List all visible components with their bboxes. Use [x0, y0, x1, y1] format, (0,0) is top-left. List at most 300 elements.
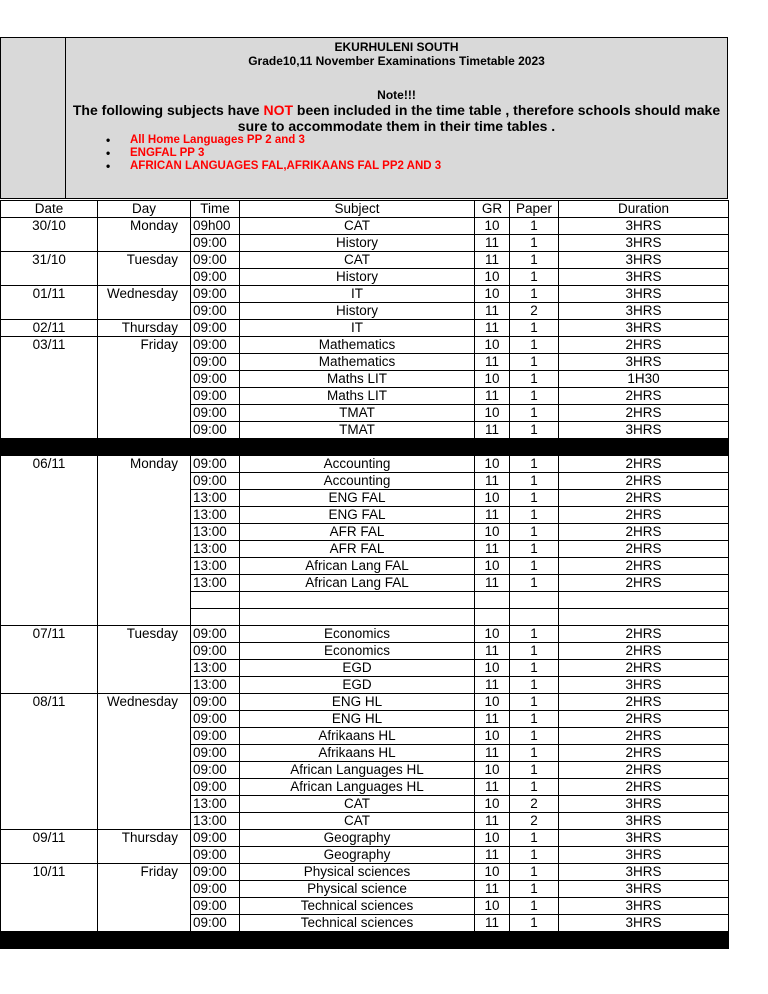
cell-day	[98, 677, 191, 694]
cell-time: 13:00	[191, 796, 240, 813]
cell-duration: 2HRS	[559, 541, 729, 558]
cell-date	[1, 405, 98, 422]
table-row	[1, 337, 729, 354]
cell-time: 09:00	[191, 269, 240, 286]
cell-day	[98, 660, 191, 677]
cell-gr: 10	[475, 626, 510, 643]
table-row	[1, 422, 729, 439]
separator-cell	[98, 932, 191, 949]
cell-subject: TMAT	[240, 422, 475, 439]
cell-gr: 10	[475, 405, 510, 422]
cell-time: 09:00	[191, 320, 240, 337]
cell-paper: 1	[510, 898, 559, 915]
cell-day	[98, 490, 191, 507]
cell-day	[98, 524, 191, 541]
table-blank-row	[1, 592, 729, 609]
cell-subject: Mathematics	[240, 337, 475, 354]
table-row	[1, 847, 729, 864]
cell-date	[1, 779, 98, 796]
cell-time: 09:00	[191, 252, 240, 269]
cell-gr: 10	[475, 796, 510, 813]
cell-subject: CAT	[240, 813, 475, 830]
cell-date	[1, 643, 98, 660]
cell-time: 09:00	[191, 881, 240, 898]
cell-subject: History	[240, 235, 475, 252]
cell-subject: African Lang FAL	[240, 575, 475, 592]
cell-subject: AFR FAL	[240, 541, 475, 558]
cell-date: 06/11	[1, 456, 98, 473]
col-header-time: Time	[191, 201, 240, 218]
cell-day	[98, 371, 191, 388]
cell-subject: Geography	[240, 847, 475, 864]
cell-duration: 3HRS	[559, 320, 729, 337]
cell-date: 03/11	[1, 337, 98, 354]
cell-gr: 10	[475, 694, 510, 711]
table-row	[1, 898, 729, 915]
note-paragraph-line2: sure to accommodate them in their time tables .	[237, 118, 556, 134]
cell-date: 01/11	[1, 286, 98, 303]
table-row	[1, 541, 729, 558]
cell-day	[98, 422, 191, 439]
cell-paper: 1	[510, 354, 559, 371]
cell-gr: 10	[475, 490, 510, 507]
cell-time: 13:00	[191, 660, 240, 677]
cell-gr: 11	[475, 575, 510, 592]
timetable-title: Grade10,11 November Examinations Timetable 2023	[248, 54, 545, 68]
blank-cell	[191, 592, 240, 609]
table-row	[1, 252, 729, 269]
cell-date	[1, 269, 98, 286]
separator-cell	[240, 932, 475, 949]
table-blank-row	[1, 609, 729, 626]
bullet-icon: •	[106, 159, 111, 173]
cell-gr: 10	[475, 864, 510, 881]
cell-duration: 3HRS	[559, 847, 729, 864]
cell-day	[98, 388, 191, 405]
cell-duration: 1H30	[559, 371, 729, 388]
table-row	[1, 694, 729, 711]
table-row	[1, 813, 729, 830]
cell-paper: 1	[510, 337, 559, 354]
cell-duration: 2HRS	[559, 388, 729, 405]
cell-gr: 10	[475, 898, 510, 915]
table-row	[1, 626, 729, 643]
cell-duration: 2HRS	[559, 728, 729, 745]
cell-gr: 10	[475, 286, 510, 303]
separator-cell	[1, 439, 98, 456]
blank-cell	[98, 609, 191, 626]
separator-cell	[559, 439, 729, 456]
cell-subject: Afrikaans HL	[240, 728, 475, 745]
table-row	[1, 745, 729, 762]
cell-duration: 2HRS	[559, 643, 729, 660]
cell-date: 07/11	[1, 626, 98, 643]
table-row	[1, 796, 729, 813]
cell-paper: 1	[510, 847, 559, 864]
table-row	[1, 677, 729, 694]
cell-subject: Accounting	[240, 473, 475, 490]
cell-duration: 2HRS	[559, 558, 729, 575]
cell-subject: ENG HL	[240, 694, 475, 711]
cell-duration: 2HRS	[559, 745, 729, 762]
note-paragraph-line1	[66, 102, 727, 118]
cell-paper: 1	[510, 490, 559, 507]
cell-subject: IT	[240, 320, 475, 337]
cell-duration: 2HRS	[559, 456, 729, 473]
cell-gr: 11	[475, 711, 510, 728]
cell-duration: 3HRS	[559, 354, 729, 371]
cell-subject: History	[240, 303, 475, 320]
cell-day	[98, 405, 191, 422]
cell-subject: Maths LIT	[240, 371, 475, 388]
table-row	[1, 473, 729, 490]
cell-gr: 11	[475, 745, 510, 762]
cell-paper: 1	[510, 541, 559, 558]
table-row	[1, 269, 729, 286]
excluded-subject-item: • AFRICAN LANGUAGES FAL,AFRIKAANS FAL PP2 AND 3	[106, 159, 442, 173]
cell-date	[1, 422, 98, 439]
cell-gr: 11	[475, 643, 510, 660]
separator-cell	[1, 932, 98, 949]
cell-paper: 1	[510, 371, 559, 388]
cell-time: 09:00	[191, 388, 240, 405]
cell-date	[1, 371, 98, 388]
cell-gr: 11	[475, 915, 510, 932]
table-row	[1, 762, 729, 779]
separator-cell	[475, 932, 510, 949]
table-row	[1, 320, 729, 337]
cell-subject: AFR FAL	[240, 524, 475, 541]
cell-time: 09:00	[191, 337, 240, 354]
cell-time: 09:00	[191, 898, 240, 915]
cell-subject: Economics	[240, 626, 475, 643]
cell-date	[1, 541, 98, 558]
cell-gr: 11	[475, 354, 510, 371]
cell-subject: TMAT	[240, 405, 475, 422]
cell-time: 09:00	[191, 626, 240, 643]
table-row	[1, 235, 729, 252]
cell-time: 09:00	[191, 235, 240, 252]
cell-subject: EGD	[240, 660, 475, 677]
table-row	[1, 830, 729, 847]
cell-date	[1, 728, 98, 745]
cell-day	[98, 779, 191, 796]
cell-date	[1, 813, 98, 830]
cell-gr: 10	[475, 728, 510, 745]
cell-paper: 1	[510, 660, 559, 677]
blank-cell	[475, 609, 510, 626]
separator-cell	[191, 932, 240, 949]
cell-paper: 1	[510, 524, 559, 541]
cell-paper: 1	[510, 864, 559, 881]
district-title: EKURHULENI SOUTH	[334, 40, 459, 54]
cell-duration: 2HRS	[559, 575, 729, 592]
cell-duration: 3HRS	[559, 303, 729, 320]
table-separator-row	[1, 932, 729, 949]
col-header-day: Day	[98, 201, 191, 218]
cell-paper: 1	[510, 558, 559, 575]
cell-time: 09:00	[191, 354, 240, 371]
cell-day	[98, 354, 191, 371]
cell-date	[1, 762, 98, 779]
cell-date	[1, 354, 98, 371]
cell-gr: 11	[475, 252, 510, 269]
cell-duration: 3HRS	[559, 286, 729, 303]
cell-gr: 10	[475, 558, 510, 575]
table-row	[1, 558, 729, 575]
cell-time: 09:00	[191, 286, 240, 303]
cell-duration: 3HRS	[559, 677, 729, 694]
cell-duration: 3HRS	[559, 252, 729, 269]
cell-paper: 1	[510, 235, 559, 252]
cell-gr: 10	[475, 269, 510, 286]
cell-day	[98, 473, 191, 490]
cell-duration: 2HRS	[559, 405, 729, 422]
table-row	[1, 354, 729, 371]
cell-time: 09:00	[191, 422, 240, 439]
cell-paper: 1	[510, 881, 559, 898]
cell-paper: 1	[510, 643, 559, 660]
cell-gr: 11	[475, 507, 510, 524]
cell-date	[1, 711, 98, 728]
cell-paper: 2	[510, 303, 559, 320]
cell-paper: 1	[510, 388, 559, 405]
separator-cell	[510, 439, 559, 456]
cell-subject: CAT	[240, 218, 475, 235]
cell-date: 31/10	[1, 252, 98, 269]
cell-gr: 11	[475, 881, 510, 898]
cell-paper: 1	[510, 779, 559, 796]
table-row	[1, 575, 729, 592]
blank-cell	[1, 592, 98, 609]
cell-time: 09:00	[191, 473, 240, 490]
blank-cell	[559, 592, 729, 609]
cell-date: 08/11	[1, 694, 98, 711]
table-row	[1, 490, 729, 507]
cell-duration: 3HRS	[559, 881, 729, 898]
cell-paper: 1	[510, 711, 559, 728]
cell-subject: CAT	[240, 796, 475, 813]
cell-time: 13:00	[191, 575, 240, 592]
bullet-icon: •	[106, 146, 111, 160]
separator-cell	[510, 932, 559, 949]
cell-day	[98, 711, 191, 728]
cell-paper: 1	[510, 286, 559, 303]
cell-subject: ENG FAL	[240, 507, 475, 524]
cell-gr: 11	[475, 541, 510, 558]
table-row	[1, 728, 729, 745]
col-header-subject: Subject	[240, 201, 475, 218]
cell-time: 09:00	[191, 779, 240, 796]
cell-duration: 3HRS	[559, 830, 729, 847]
cell-gr: 11	[475, 813, 510, 830]
cell-subject: History	[240, 269, 475, 286]
cell-subject: EGD	[240, 677, 475, 694]
cell-paper: 1	[510, 762, 559, 779]
table-row	[1, 711, 729, 728]
blank-cell	[240, 592, 475, 609]
blank-cell	[191, 609, 240, 626]
cell-day: Wednesday	[98, 694, 191, 711]
cell-day	[98, 541, 191, 558]
cell-time: 09:00	[191, 456, 240, 473]
cell-paper: 1	[510, 405, 559, 422]
cell-time: 13:00	[191, 541, 240, 558]
cell-gr: 10	[475, 371, 510, 388]
cell-date	[1, 473, 98, 490]
cell-time: 09:00	[191, 405, 240, 422]
col-header-date: Date	[1, 201, 98, 218]
cell-day	[98, 745, 191, 762]
cell-gr: 11	[475, 847, 510, 864]
cell-gr: 10	[475, 660, 510, 677]
separator-cell	[191, 439, 240, 456]
cell-date	[1, 660, 98, 677]
cell-subject: Maths LIT	[240, 388, 475, 405]
blank-cell	[510, 609, 559, 626]
cell-subject: Technical sciences	[240, 898, 475, 915]
cell-day: Thursday	[98, 320, 191, 337]
col-header-gr: GR	[475, 201, 510, 218]
bullet-icon: •	[106, 133, 111, 147]
cell-time: 13:00	[191, 524, 240, 541]
cell-gr: 11	[475, 779, 510, 796]
cell-gr: 10	[475, 524, 510, 541]
cell-time: 13:00	[191, 507, 240, 524]
cell-time: 09:00	[191, 643, 240, 660]
cell-duration: 3HRS	[559, 235, 729, 252]
cell-time: 09:00	[191, 303, 240, 320]
cell-date: 10/11	[1, 864, 98, 881]
cell-duration: 2HRS	[559, 490, 729, 507]
table-row	[1, 779, 729, 796]
cell-duration: 2HRS	[559, 694, 729, 711]
cell-subject: ENG HL	[240, 711, 475, 728]
cell-day	[98, 643, 191, 660]
cell-date	[1, 881, 98, 898]
table-row	[1, 660, 729, 677]
blank-cell	[510, 592, 559, 609]
cell-gr: 11	[475, 388, 510, 405]
cell-day	[98, 915, 191, 932]
cell-gr: 10	[475, 337, 510, 354]
cell-time: 09:00	[191, 728, 240, 745]
cell-day	[98, 762, 191, 779]
cell-gr: 11	[475, 303, 510, 320]
cell-duration: 2HRS	[559, 711, 729, 728]
cell-date	[1, 490, 98, 507]
cell-paper: 1	[510, 507, 559, 524]
blank-cell	[475, 592, 510, 609]
cell-time: 09:00	[191, 371, 240, 388]
cell-day	[98, 796, 191, 813]
cell-subject: Physical sciences	[240, 864, 475, 881]
cell-subject: CAT	[240, 252, 475, 269]
cell-duration: 2HRS	[559, 473, 729, 490]
table-row	[1, 524, 729, 541]
excluded-subjects-list	[106, 134, 441, 173]
cell-date	[1, 898, 98, 915]
table-header-row	[1, 201, 729, 218]
table-row	[1, 388, 729, 405]
excluded-subject-item: • ENGFAL PP 3	[106, 146, 205, 160]
cell-date	[1, 847, 98, 864]
cell-subject: Economics	[240, 643, 475, 660]
separator-cell	[475, 439, 510, 456]
cell-gr: 11	[475, 422, 510, 439]
table-row	[1, 286, 729, 303]
blank-cell	[240, 609, 475, 626]
cell-time: 09:00	[191, 830, 240, 847]
cell-duration: 3HRS	[559, 218, 729, 235]
cell-paper: 1	[510, 830, 559, 847]
cell-subject: Physical science	[240, 881, 475, 898]
cell-date	[1, 507, 98, 524]
cell-date	[1, 796, 98, 813]
cell-day	[98, 507, 191, 524]
cell-duration: 2HRS	[559, 524, 729, 541]
cell-day: Monday	[98, 218, 191, 235]
table-row	[1, 915, 729, 932]
cell-paper: 1	[510, 456, 559, 473]
cell-paper: 2	[510, 813, 559, 830]
cell-subject: Geography	[240, 830, 475, 847]
table-row	[1, 881, 729, 898]
cell-day: Thursday	[98, 830, 191, 847]
blank-cell	[98, 592, 191, 609]
cell-time: 09h00	[191, 218, 240, 235]
cell-duration: 3HRS	[559, 898, 729, 915]
cell-gr: 11	[475, 235, 510, 252]
cell-date	[1, 745, 98, 762]
cell-date: 30/10	[1, 218, 98, 235]
cell-time: 09:00	[191, 762, 240, 779]
table-row	[1, 371, 729, 388]
cell-gr: 10	[475, 830, 510, 847]
note-text-before: The following subjects have	[72, 102, 264, 118]
cell-subject: Technical sciences	[240, 915, 475, 932]
cell-duration: 3HRS	[559, 269, 729, 286]
cell-gr: 10	[475, 456, 510, 473]
cell-day: Tuesday	[98, 626, 191, 643]
cell-duration: 2HRS	[559, 626, 729, 643]
cell-paper: 1	[510, 473, 559, 490]
cell-date	[1, 303, 98, 320]
cell-gr: 10	[475, 762, 510, 779]
table-row	[1, 405, 729, 422]
cell-duration: 3HRS	[559, 796, 729, 813]
cell-paper: 1	[510, 694, 559, 711]
cell-duration: 3HRS	[559, 864, 729, 881]
cell-day	[98, 303, 191, 320]
note-highlight-not: NOT	[263, 102, 294, 118]
cell-date	[1, 677, 98, 694]
table-row	[1, 456, 729, 473]
cell-day	[98, 558, 191, 575]
cell-subject: African Languages HL	[240, 762, 475, 779]
cell-date: 09/11	[1, 830, 98, 847]
cell-date	[1, 915, 98, 932]
cell-subject: ENG FAL	[240, 490, 475, 507]
cell-day	[98, 813, 191, 830]
cell-time: 09:00	[191, 745, 240, 762]
table-separator-row	[1, 439, 729, 456]
cell-paper: 1	[510, 320, 559, 337]
cell-paper: 1	[510, 575, 559, 592]
cell-time: 13:00	[191, 677, 240, 694]
note-heading: Note!!!	[377, 88, 416, 102]
cell-date	[1, 235, 98, 252]
